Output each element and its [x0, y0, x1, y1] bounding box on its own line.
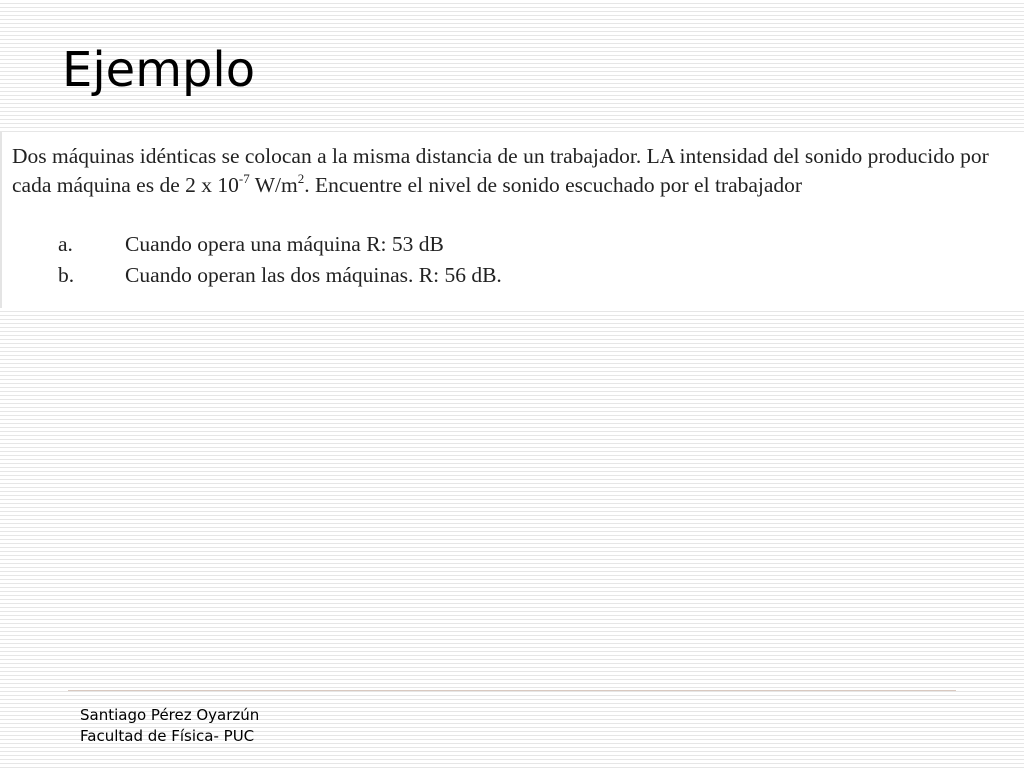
- statement-question: . Encuentre el nivel de sonido escuchado por el trabajador: [304, 173, 803, 197]
- answer-item-b: [58, 260, 502, 291]
- problem-box: [0, 132, 1024, 308]
- unit-exponent: 2: [297, 171, 305, 186]
- intensity-unit: W/m: [249, 173, 298, 197]
- answer-text: Cuando operan las dos máquinas. R: 56 dB.: [125, 263, 502, 287]
- footer-divider: [68, 690, 956, 691]
- footer: [80, 705, 259, 747]
- answer-item-a: [58, 229, 502, 260]
- intensity-exponent: -7: [238, 171, 250, 186]
- footer-affiliation: Facultad de Física- PUC: [80, 727, 255, 745]
- footer-author: Santiago Pérez Oyarzún: [80, 706, 260, 724]
- statement-intro: Dos máquinas idénticas se colocan a la misma distancia de un trabajador. LA intensidad del sonido producido por cada máquina es de 2 x 10: [12, 144, 989, 197]
- answer-marker: b.: [58, 263, 75, 287]
- answer-list: [58, 229, 502, 291]
- problem-statement: [12, 142, 1012, 200]
- slide-title: Ejemplo: [62, 42, 256, 98]
- answer-text: Cuando opera una máquina R: 53 dB: [125, 232, 444, 256]
- answer-marker: a.: [58, 232, 73, 256]
